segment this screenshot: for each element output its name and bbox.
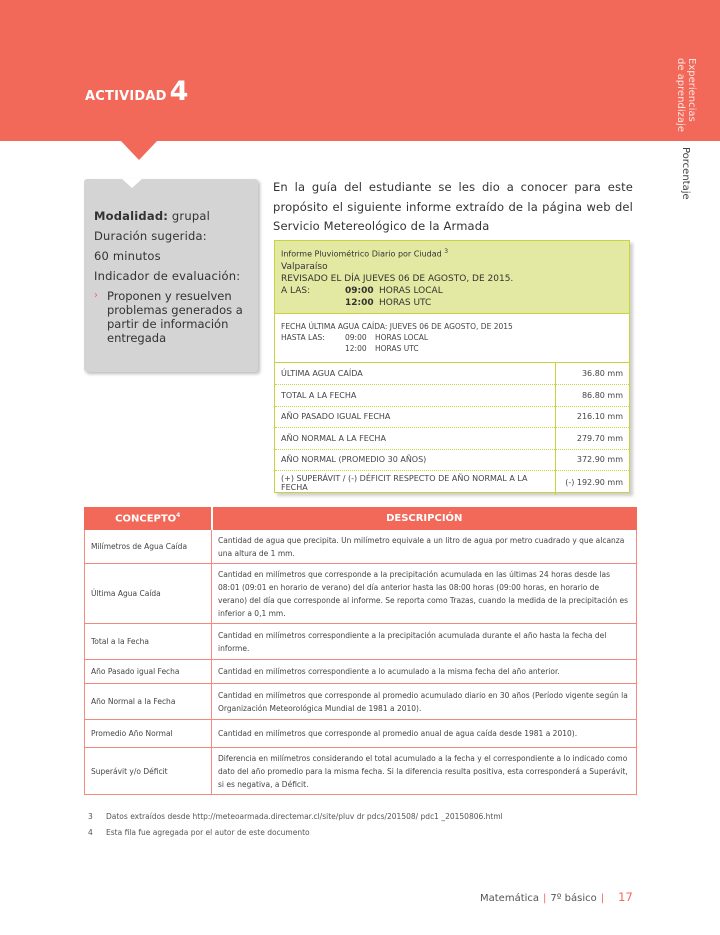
until-time-local-label: HORAS LOCAL xyxy=(375,333,429,342)
table-row xyxy=(275,428,629,450)
time-local-label: HORAS LOCAL xyxy=(379,285,443,296)
footnote-number: 3 xyxy=(88,812,93,821)
divider: | xyxy=(543,893,547,904)
side-tab-line-1: Experiencias xyxy=(686,58,697,122)
concept-cell: Superávit y/o Déficit xyxy=(85,748,212,795)
side-tab-line-2: de aprendizaje xyxy=(675,58,686,132)
row-value: 216.10 mm xyxy=(555,406,629,428)
report-time-row xyxy=(281,285,629,297)
concept-cell: Última Agua Caída xyxy=(85,564,212,624)
table-row xyxy=(85,748,637,795)
table-row xyxy=(85,660,637,684)
row-label: AÑO NORMAL (PROMEDIO 30 AÑOS) xyxy=(275,449,555,471)
spacer xyxy=(281,343,345,354)
indicador-item xyxy=(94,289,258,345)
table-row xyxy=(85,530,637,564)
footnote-ref: 3 xyxy=(444,248,449,255)
duracion-value: 60 minutos xyxy=(94,249,161,263)
rain-report xyxy=(274,240,630,493)
table-row xyxy=(275,406,629,428)
description-cell: Cantidad en milímetros que corresponde al promedio anual de agua caída desde 1981 a 2010). xyxy=(212,720,637,748)
until-row xyxy=(281,343,629,354)
table-row xyxy=(275,363,629,385)
footnote xyxy=(88,825,503,841)
card-notch xyxy=(122,179,142,188)
concept-cell: Total a la Fecha xyxy=(85,624,212,660)
row-label: AÑO PASADO IGUAL FECHA xyxy=(275,406,555,428)
description-cell: Diferencia en milímetros considerando el total acumulado a la fecha y el correspondiente a lo indicado como dato del año promedio para la misma fecha. Si la diferencia resulta positiva, esta corresponderá a Superávit, si es negativa, a Déficit. xyxy=(212,748,637,795)
table-row xyxy=(275,385,629,407)
row-label: TOTAL A LA FECHA xyxy=(275,385,555,407)
footnote-text: Datos extraídos desde http://meteoarmada.directemar.cl/site/pluv dr pdcs/201508/ pdc1 _20150806.html xyxy=(106,812,503,821)
concept-cell: Año Pasado igual Fecha xyxy=(85,660,212,684)
description-cell: Cantidad en milímetros correspondiente a lo acumulado a la misma fecha del año anterior. xyxy=(212,660,637,684)
row-value: 86.80 mm xyxy=(555,385,629,407)
divider: | xyxy=(600,893,605,904)
table-row xyxy=(85,624,637,660)
description-cell: Cantidad en milímetros correspondiente a la precipitación acumulada durante el año hasta la fecha del informe. xyxy=(212,624,637,660)
table-row xyxy=(85,684,637,720)
concept-cell: Año Normal a la Fecha xyxy=(85,684,212,720)
table-row xyxy=(85,564,637,624)
concept-table xyxy=(84,507,637,795)
activity-number: 4 xyxy=(169,76,189,107)
row-value: 36.80 mm xyxy=(555,363,629,385)
activity-info-card xyxy=(84,179,258,372)
header-band xyxy=(0,0,720,141)
until-label: HASTA LAS: xyxy=(281,333,325,342)
row-value: 372.90 mm xyxy=(555,449,629,471)
report-city: Valparaíso xyxy=(281,261,328,272)
until-time-local: 09:00 xyxy=(345,333,367,342)
intro-paragraph: En la guía del estudiante se les dio a conocer para este propósito el siguiente informe extraído de la página web del Servicio Metereológico de la Armada xyxy=(273,180,633,233)
table-row xyxy=(85,720,637,748)
description-cell: Cantidad de agua que precipita. Un milímetro equivale a un litro de agua por metro cuadrado y que alcanza una altura de 1 mm. xyxy=(212,530,637,564)
row-label: AÑO NORMAL A LA FECHA xyxy=(275,428,555,450)
footnote-ref: 4 xyxy=(176,512,181,520)
activity-word: ACTIVIDAD xyxy=(85,89,167,104)
header-notch xyxy=(120,140,158,160)
header-concept-text: CONCEPTO xyxy=(115,513,177,525)
footnote-text: Esta fila fue agregada por el autor de este documento xyxy=(106,828,310,837)
indicador-item-text: Proponen y resuelven problemas generados a partir de información entregada xyxy=(107,289,243,345)
footnotes xyxy=(88,809,503,841)
table-row xyxy=(275,471,629,495)
bullet-icon: › xyxy=(94,290,98,301)
report-time-row xyxy=(281,297,629,309)
activity-title xyxy=(85,76,188,107)
until-row xyxy=(281,332,629,343)
last-rain-date: FECHA ÚLTIMA AGUA CAÍDA: JUEVES 06 DE AGOSTO, DE 2015 xyxy=(281,322,513,331)
footer-grade: 7º básico xyxy=(550,893,597,904)
description-cell: Cantidad en milímetros que corresponde al promedio acumulado diario en 30 años (Período vigente según la Organización Meteorológica Mundial de 1981 a 2010). xyxy=(212,684,637,720)
report-title xyxy=(281,246,629,261)
report-header xyxy=(275,241,629,314)
section-label: Porcentaje xyxy=(680,147,691,200)
footnote xyxy=(88,809,503,825)
modalidad-value: grupal xyxy=(171,209,210,223)
side-tab-label xyxy=(675,58,697,132)
time-utc: 12:00 xyxy=(345,297,374,308)
row-label: (+) SUPERÁVIT / (-) DÉFICIT RESPECTO DE AÑO NORMAL A LA FECHA xyxy=(281,473,528,492)
spacer xyxy=(281,297,345,309)
until-time-utc-label: HORAS UTC xyxy=(375,344,419,353)
row-value: (-) 192.90 mm xyxy=(555,471,629,495)
time-local: 09:00 xyxy=(345,285,374,296)
until-time-utc: 12:00 xyxy=(345,344,367,353)
report-revised: REVISADO EL DÍA JUEVES 06 DE AGOSTO, DE 2015. xyxy=(281,273,514,284)
report-title-text: Informe Pluviométrico Diario por Ciudad xyxy=(281,249,442,259)
indicador-label: Indicador de evaluación: xyxy=(94,269,241,283)
page-footer xyxy=(480,890,633,904)
concept-cell: Milímetros de Agua Caída xyxy=(85,530,212,564)
report-last-rain xyxy=(275,314,629,363)
time-utc-label: HORAS UTC xyxy=(379,297,432,308)
column-header-description: DESCRIPCIÓN xyxy=(212,508,637,530)
table-row xyxy=(275,449,629,471)
report-values-table xyxy=(275,363,629,495)
row-label: ÚLTIMA AGUA CAÍDA xyxy=(275,363,555,385)
duracion-label: Duración sugerida: xyxy=(94,229,207,243)
row-value: 279.70 mm xyxy=(555,428,629,450)
modalidad-label: Modalidad: xyxy=(94,209,169,223)
footer-subject: Matemática xyxy=(480,893,540,904)
footnote-number: 4 xyxy=(88,828,93,837)
description-cell: Cantidad en milímetros que corresponde a la precipitación acumulada en las últimas 24 horas desde las 08:01 (09:01 en horario de verano) del día anterior hasta las 08:00 horas (09:00 horas, en horario de verano) del día que corresponde al informe. Se reporta como Trazas, cuando la medida de la precipitación es inferior a 0,1 mm. xyxy=(212,564,637,624)
modalidad-line xyxy=(94,209,258,223)
page-number: 17 xyxy=(618,890,633,904)
column-header-concept xyxy=(85,508,212,530)
at-label: A LAS: xyxy=(281,285,311,296)
table-header-row xyxy=(85,508,637,530)
concept-cell: Promedio Año Normal xyxy=(85,720,212,748)
